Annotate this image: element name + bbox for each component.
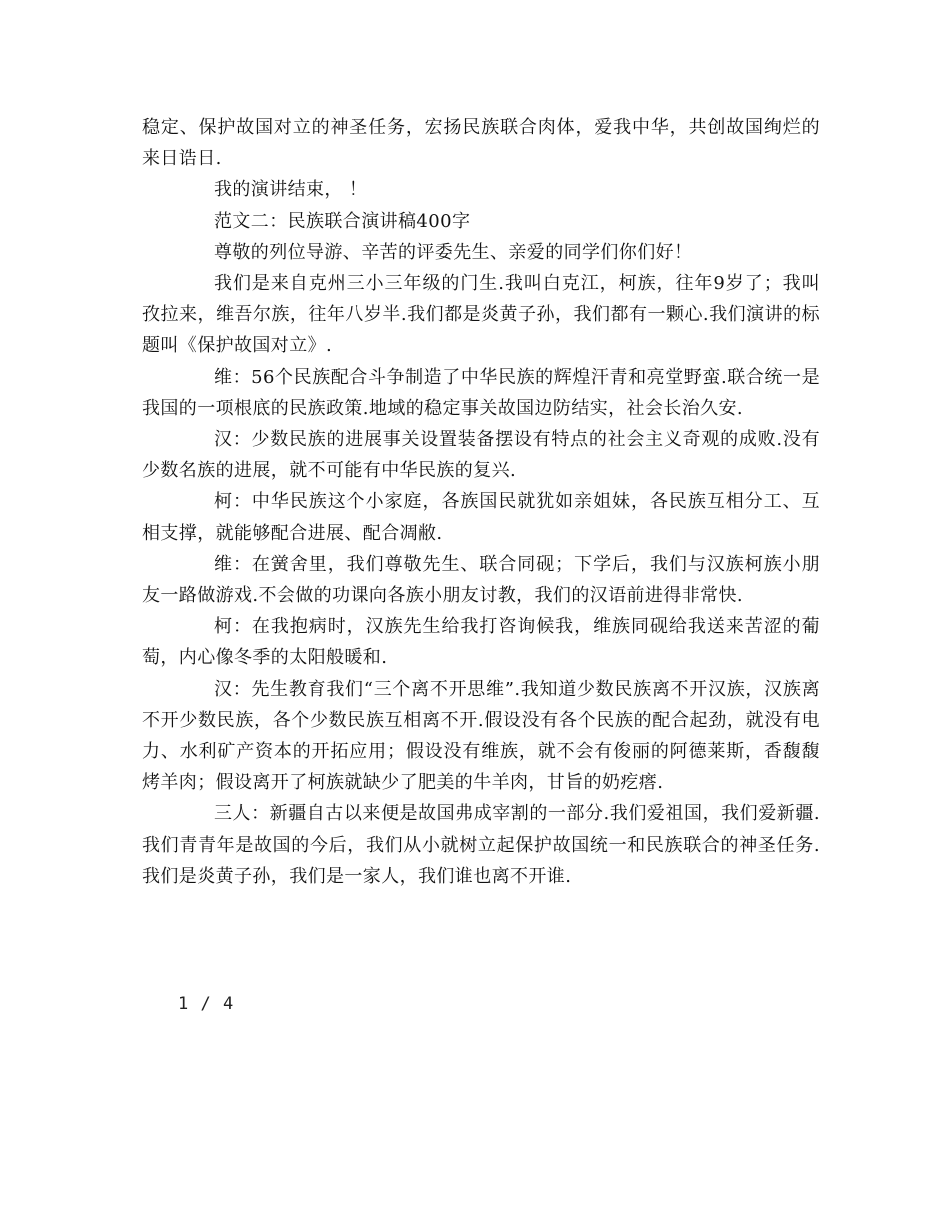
paragraph-sample-title: 范文二：民族联合演讲稿400字 xyxy=(214,210,471,232)
paragraph-greeting: 尊敬的列位导游、辛苦的评委先生、亲爱的同学们你们好！ xyxy=(214,241,693,263)
document-body xyxy=(142,112,820,892)
paragraph-han-1: 汉：少数民族的进展事关设置装备摆设有特点的社会主义奇观的成败.没有少数名族的进展，就不可能有中华民族的复兴. xyxy=(142,429,820,482)
paragraph-wei-1: 维：56个民族配合斗争制造了中华民族的辉煌汗青和亮堂野蛮.联合统一是我国的一项根底的民族政策.地域的稳定事关故国边防结实，社会长治久安. xyxy=(142,366,820,419)
paragraph-ke-2: 柯：在我抱病时，汉族先生给我打咨询候我，维族同砚给我送来苦涩的葡萄，内心像冬季的太阳般暖和. xyxy=(142,616,820,669)
paragraph-introduction: 我们是来自克州三小三年级的门生.我叫白克江，柯族，往年9岁了；我叫孜拉来，维吾尔族，往年八岁半.我们都是炎黄子孙，我们都有一颗心.我们演讲的标题叫《保护故国对立》. xyxy=(142,273,820,357)
paragraph-han-2: 汉：先生教育我们“三个离不开思维”.我知道少数民族离不开汉族，汉族离不开少数民族，各个少数民族互相离不开.假设没有各个民族的配合起劲，就没有电力、水利矿产资本的开拓应用；假设没有维族，就不会有俊丽的阿德莱斯，香馥馥烤羊肉；假设离开了柯族就缺少了肥美的牛羊肉，甘旨的奶疙瘩. xyxy=(142,678,820,794)
paragraph-three-people: 三人：新疆自古以来便是故国弗成宰割的一部分.我们爱祖国，我们爱新疆.我们青青年是故国的今后，我们从小就树立起保护故国统一和民族联合的神圣任务.我们是炎黄子孙，我们是一家人，我们谁也离不开谁. xyxy=(142,803,820,887)
paragraph-wei-2: 维：在黉舍里，我们尊敬先生、联合同砚；下学后，我们与汉族柯族小朋友一路做游戏.不会做的功课向各族小朋友讨教，我们的汉语前进得非常快. xyxy=(142,553,820,607)
paragraph-continuation: 稳定、保护故国对立的神圣任务，宏扬民族联合肉体，爱我中华，共创故国绚烂的来日诰日. xyxy=(142,117,820,170)
paragraph-speech-end: 我的演讲结束， ！ xyxy=(214,179,368,201)
paragraph-ke-1: 柯：中华民族这个小家庭，各族国民就犹如亲姐妹，各民族互相分工、互相支撑，就能够配合进展、配合凋敝. xyxy=(142,491,820,544)
page-number: 1 / 4 xyxy=(178,994,235,1014)
